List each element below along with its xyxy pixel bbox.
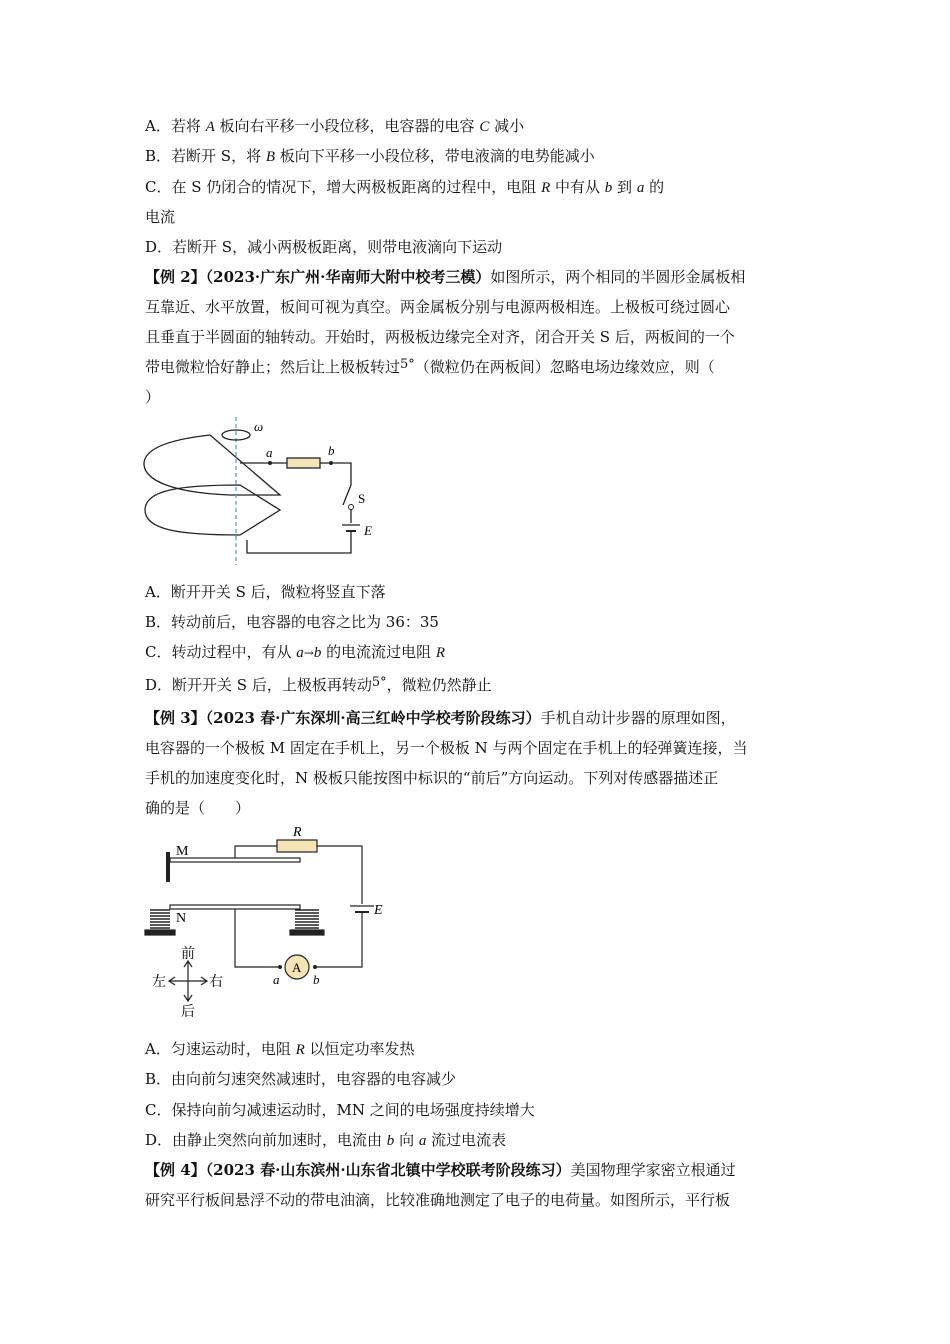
ex2-angle: 5°	[400, 357, 415, 372]
ex3-fig-back: 后	[181, 1005, 195, 1020]
ex3-fig-a: a	[273, 972, 280, 987]
ex1-option-c-continued: 电流	[145, 208, 176, 226]
ex3-fig-ammeter: A	[292, 960, 302, 975]
ex3-source: （2023 春·广东深圳·高三红岭中学校考阶段练习）	[205, 709, 541, 727]
ex3-option-d: D．由静止突然向前加速时，电流由 b 向 a 流过电流表	[145, 1131, 507, 1149]
ex2-option-c: C．转动过程中，有从 a→b 的电流流过电阻 R	[145, 643, 446, 661]
ex3-fig-left: 左	[152, 975, 166, 990]
ex3-fig-n: N	[176, 911, 187, 926]
ex2-fig-b: b	[328, 443, 335, 458]
ex2-fig-e: E	[364, 523, 372, 538]
ex3-label: 【例 3】	[145, 709, 206, 727]
ex1-option-a: A．若将 A 板向右平移一小段位移，电容器的电容 C 减小	[145, 117, 525, 135]
ex2-option-b: B．转动前后，电容器的电容之比为 36：35	[145, 613, 439, 631]
ex4-source: （2023 春·山东滨州·山东省北镇中学校联考阶段练习）	[205, 1161, 571, 1179]
ex3-stem-line1: 【例 3】（2023 春·广东深圳·高三红岭中学校考阶段练习）手机自动计步器的原理如图，	[145, 709, 736, 727]
ex3-option-b: B．由向前匀速突然减速时，电容器的电容减少	[145, 1070, 457, 1088]
ex3-figure	[140, 822, 400, 1022]
ex3-fig-right: 右	[209, 975, 223, 990]
ex3-stem-line3: 手机的加速度变化时，N 极板只能按图中标识的“前后”方向运动。下列对传感器描述正	[145, 769, 719, 787]
ex3-fig-front: 前	[181, 947, 195, 962]
ex2-stem-line4: 带电微粒恰好静止；然后让上极板转过5°（微粒仍在两板间）忽略电场边缘效应，则（	[145, 357, 715, 376]
ex3-stem-line2: 电容器的一个极板 M 固定在手机上，另一个极板 N 与两个固定在手机上的轻弹簧连接，当	[145, 739, 748, 757]
ex3-fig-r: R	[293, 825, 302, 840]
ex3-fig-b: b	[313, 972, 320, 987]
ex2-source: （2023·广东广州·华南师大附中校考三模）	[205, 268, 491, 286]
ex1-option-d: D．若断开 S，减小两极板距离，则带电液滴向下运动	[145, 238, 503, 256]
ex4-label: 【例 4】	[145, 1161, 206, 1179]
ex2-stem-line2: 互靠近、水平放置，板间可视为真空。两金属板分别与电源两极相连。上极板可绕过圆心	[145, 298, 731, 316]
ex4-stem-line1: 【例 4】（2023 春·山东滨州·山东省北镇中学校联考阶段练习）美国物理学家密立根通过	[145, 1161, 736, 1179]
ex2-fig-s: S	[358, 491, 366, 506]
ex1-option-c: C．在 S 仍闭合的情况下，增大两极板距离的过程中，电阻 R 中有从 b 到 a 的	[145, 178, 665, 196]
ex2-stem-line1: 【例 2】（2023·广东广州·华南师大附中校考三模）如图所示，两个相同的半圆形金属板相	[145, 268, 746, 286]
ex3-fig-e: E	[374, 903, 383, 918]
ex2-stem-line5: ）	[145, 388, 161, 406]
ex2-option-d: D．断开开关 S 后，上极板再转动5°，微粒仍然静止	[145, 675, 492, 694]
ex2-label: 【例 2】	[145, 268, 206, 286]
ex1-option-b: B．若断开 S，将 B 板向下平移一小段位移，带电液滴的电势能减小	[145, 147, 595, 165]
ex2-stem-line3: 且垂直于半圆面的轴转动。开始时，两极板边缘完全对齐，闭合开关 S 后，两板间的一个	[145, 328, 735, 346]
ex2-fig-omega: ω	[254, 419, 264, 434]
ex3-stem-line4: 确的是（ ）	[145, 799, 251, 817]
ex4-stem-line2: 研究平行板间悬浮不动的带电油滴，比较准确地测定了电子的电荷量。如图所示，平行板	[145, 1191, 731, 1209]
ex2-fig-a: a	[266, 445, 273, 460]
ex3-option-c: C．保持向前匀减速运动时，MN 之间的电场强度持续增大	[145, 1101, 535, 1119]
ex3-fig-m: M	[176, 844, 189, 859]
ex2-option-a: A．断开开关 S 后，微粒将竖直下落	[145, 583, 386, 601]
ex2-figure	[140, 415, 380, 565]
ex3-option-a: A．匀速运动时，电阻 R 以恒定功率发热	[145, 1040, 415, 1058]
